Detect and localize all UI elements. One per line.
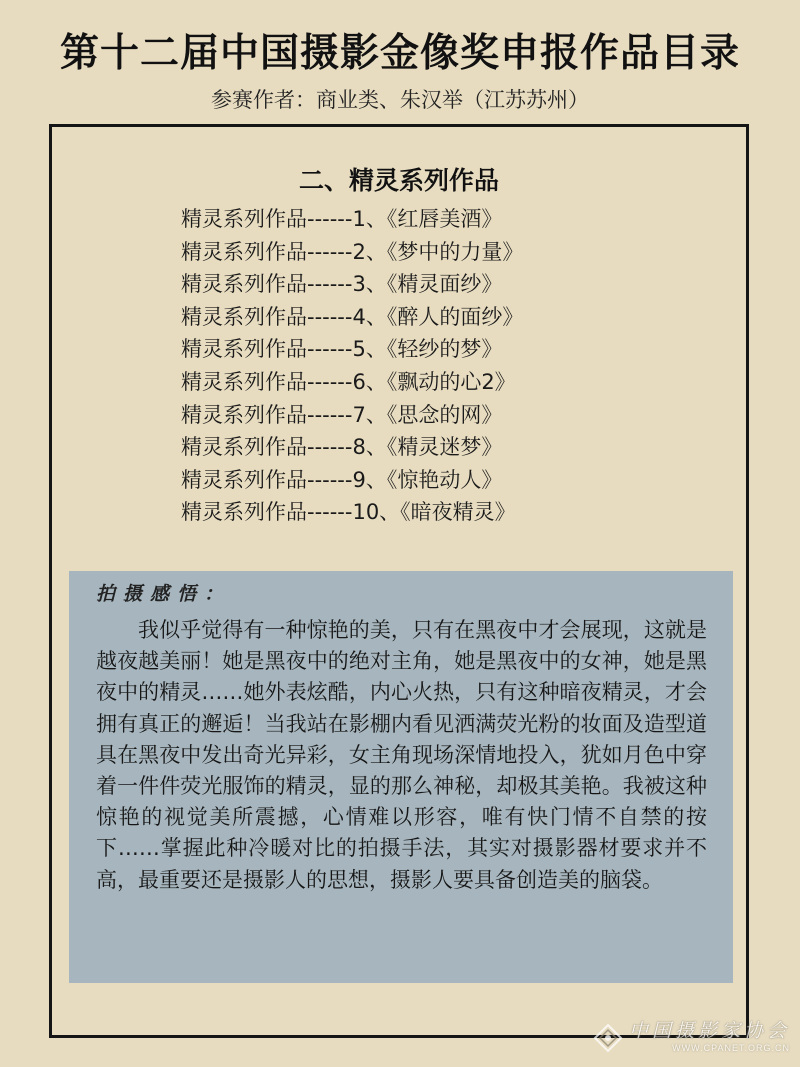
work-item-7: 精灵系列作品------7、《思念的网》 [181, 402, 503, 427]
work-item-2: 精灵系列作品------2、《梦中的力量》 [181, 239, 524, 264]
work-item-5: 精灵系列作品------5、《轻纱的梦》 [181, 337, 503, 362]
watermark [593, 1016, 790, 1053]
work-item-6: 精灵系列作品------6、《飘动的心2》 [181, 369, 516, 394]
reflection-text: 我似乎觉得有一种惊艳的美，只有在黑夜中才会展现，这就是越夜越美丽！她是黑夜中的绝对主角，她是黑夜中的女神，她是黑夜中的精灵……她外表炫酷，内心火热，只有这种暗夜精灵，才会拥有真正的邂逅！当我站在影棚内看见洒满荧光粉的妆面及造型道具在黑夜中发出奇光异彩，女主角现场深情地投入，犹如月色中穿着一件件荧光服饰的精灵，显的那么神秘，却极其美艳。我被这种惊艳的视觉美所震撼，心情难以形容，唯有快门情不自禁的按下……掌握此种冷暖对比的拍摄手法，其实对摄影器材要求并不高，最重要还是摄影人的思想，摄影人要具备创造美的脑袋。 [96, 618, 707, 892]
association-logo-icon [593, 1023, 623, 1053]
work-item-9: 精灵系列作品------9、《惊艳动人》 [181, 467, 503, 492]
work-item-1: 精灵系列作品------1、《红唇美酒》 [181, 207, 503, 231]
works-list [181, 203, 523, 529]
work-item-4: 精灵系列作品------4、《醉人的面纱》 [181, 304, 524, 329]
page-title: 第十二届中国摄影金像奖申报作品目录 [59, 31, 740, 76]
work-item-8: 精灵系列作品------8、《精灵迷梦》 [181, 435, 503, 460]
section-title: 二、精灵系列作品 [298, 166, 499, 195]
work-item-3: 精灵系列作品------3、《精灵面纱》 [181, 272, 503, 297]
watermark-url: WWW.CPANET.ORG.CN [672, 1043, 790, 1053]
reflection-heading: 拍摄感悟： [96, 583, 232, 605]
reflection-box [69, 571, 733, 983]
catalog-frame [49, 124, 749, 1038]
work-item-10: 精灵系列作品------10、《暗夜精灵》 [181, 500, 516, 525]
author-subtitle: 参赛作者：商业类、朱汉举（江苏苏州） [211, 88, 589, 112]
watermark-name: 中国摄影家协会 [628, 1020, 790, 1042]
